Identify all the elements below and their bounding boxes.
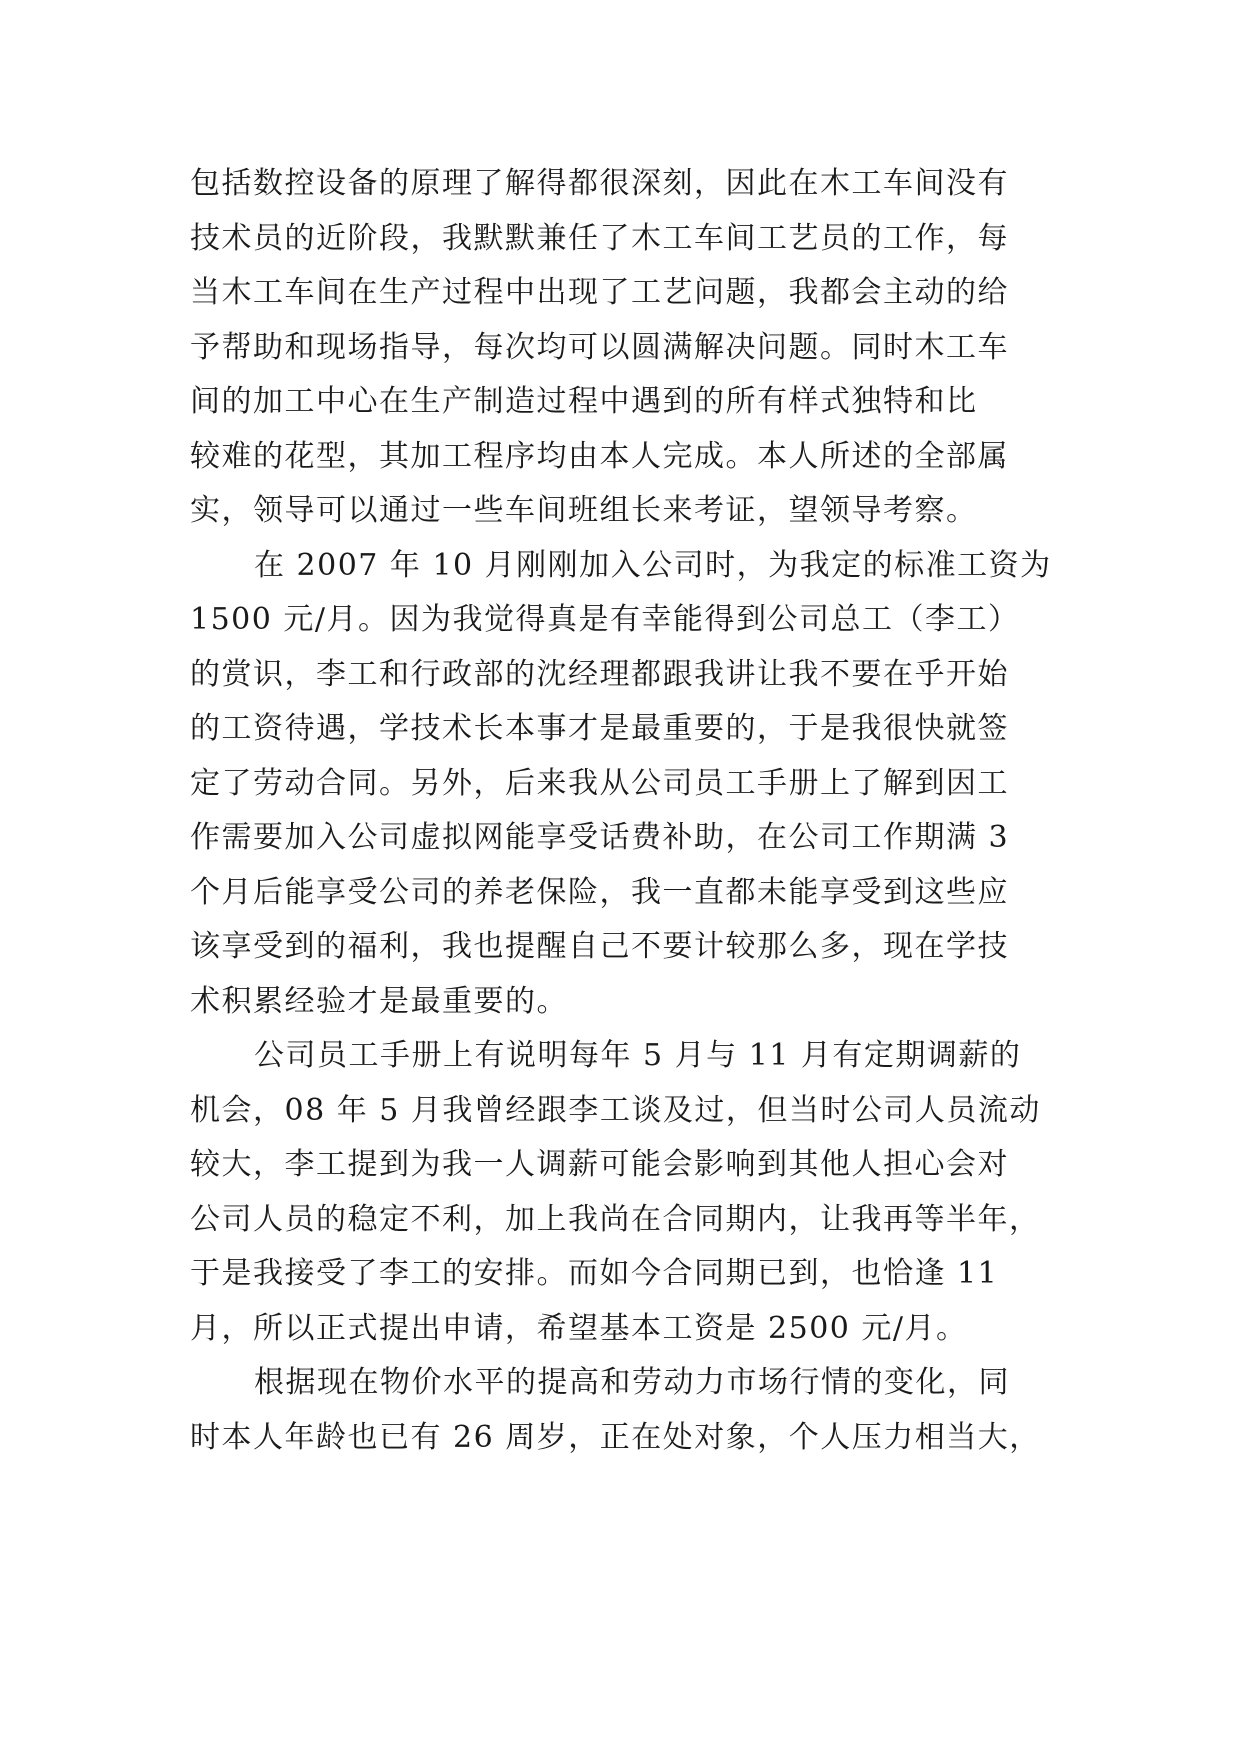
text-line: 机会，08 年 5 月我曾经跟李工谈及过，但当时公司人员流动 bbox=[190, 1092, 1041, 1128]
text-line: 技术员的近阶段，我默默兼任了木工车间工艺员的工作，每 bbox=[190, 220, 1009, 256]
text-line: 的工资待遇，学技术长本事才是最重要的，于是我很快就签 bbox=[190, 711, 1009, 746]
text-line: 该享受到的福利，我也提醒自己不要计较那么多，现在学技 bbox=[190, 929, 1009, 964]
paragraph-first-line: 在 2007 年 10 月刚刚加入公司时，为我定的标准工资为 bbox=[254, 547, 1052, 583]
text-line: 当木工车间在生产过程中出现了工艺问题，我都会主动的给 bbox=[190, 275, 1009, 310]
text-line: 术积累经验才是最重要的。 bbox=[190, 983, 568, 1019]
text-line: 较难的花型，其加工程序均由本人完成。本人所述的全部属 bbox=[190, 438, 1009, 474]
text-line: 于是我接受了李工的安排。而如今合同期已到，也恰逢 11 bbox=[190, 1256, 999, 1291]
text-line: 实，领导可以通过一些车间班组长来考证，望领导考察。 bbox=[190, 493, 978, 528]
text-line: 间的加工中心在生产制造过程中遇到的所有样式独特和比 bbox=[190, 384, 978, 419]
document-body bbox=[190, 157, 1050, 1465]
text-line: 予帮助和现场指导，每次均可以圆满解决问题。同时木工车 bbox=[190, 329, 1009, 365]
text-line: 公司人员的稳定不利，加上我尚在合同期内，让我再等半年， bbox=[190, 1201, 1041, 1237]
paragraph-first-line: 公司员工手册上有说明每年 5 月与 11 月有定期调薪的 bbox=[254, 1038, 1022, 1073]
text-line: 的赏识，李工和行政部的沈经理都跟我讲让我不要在乎开始 bbox=[190, 656, 1009, 692]
text-line: 包括数控设备的原理了解得都很深刻，因此在木工车间没有 bbox=[190, 166, 1009, 201]
text-line: 较大，李工提到为我一人调薪可能会影响到其他人担心会对 bbox=[190, 1147, 1009, 1182]
text-line: 作需要加入公司虚拟网能享受话费补助，在公司工作期满 3 bbox=[190, 820, 1010, 855]
text-line: 个月后能享受公司的养老保险，我一直都未能享受到这些应 bbox=[190, 874, 1009, 910]
paragraph-first-line: 根据现在物价水平的提高和劳动力市场行情的变化，同 bbox=[254, 1365, 1010, 1400]
text-line: 月，所以正式提出申请，希望基本工资是 2500 元/月。 bbox=[190, 1310, 968, 1346]
text-line: 1500 元/月。因为我觉得真是有幸能得到公司总工（李工） bbox=[190, 602, 1020, 637]
text-line: 定了劳动合同。另外，后来我从公司员工手册上了解到因工 bbox=[190, 765, 1009, 801]
text-line: 时本人年龄也已有 26 周岁，正在处对象，个人压力相当大， bbox=[190, 1419, 1041, 1455]
